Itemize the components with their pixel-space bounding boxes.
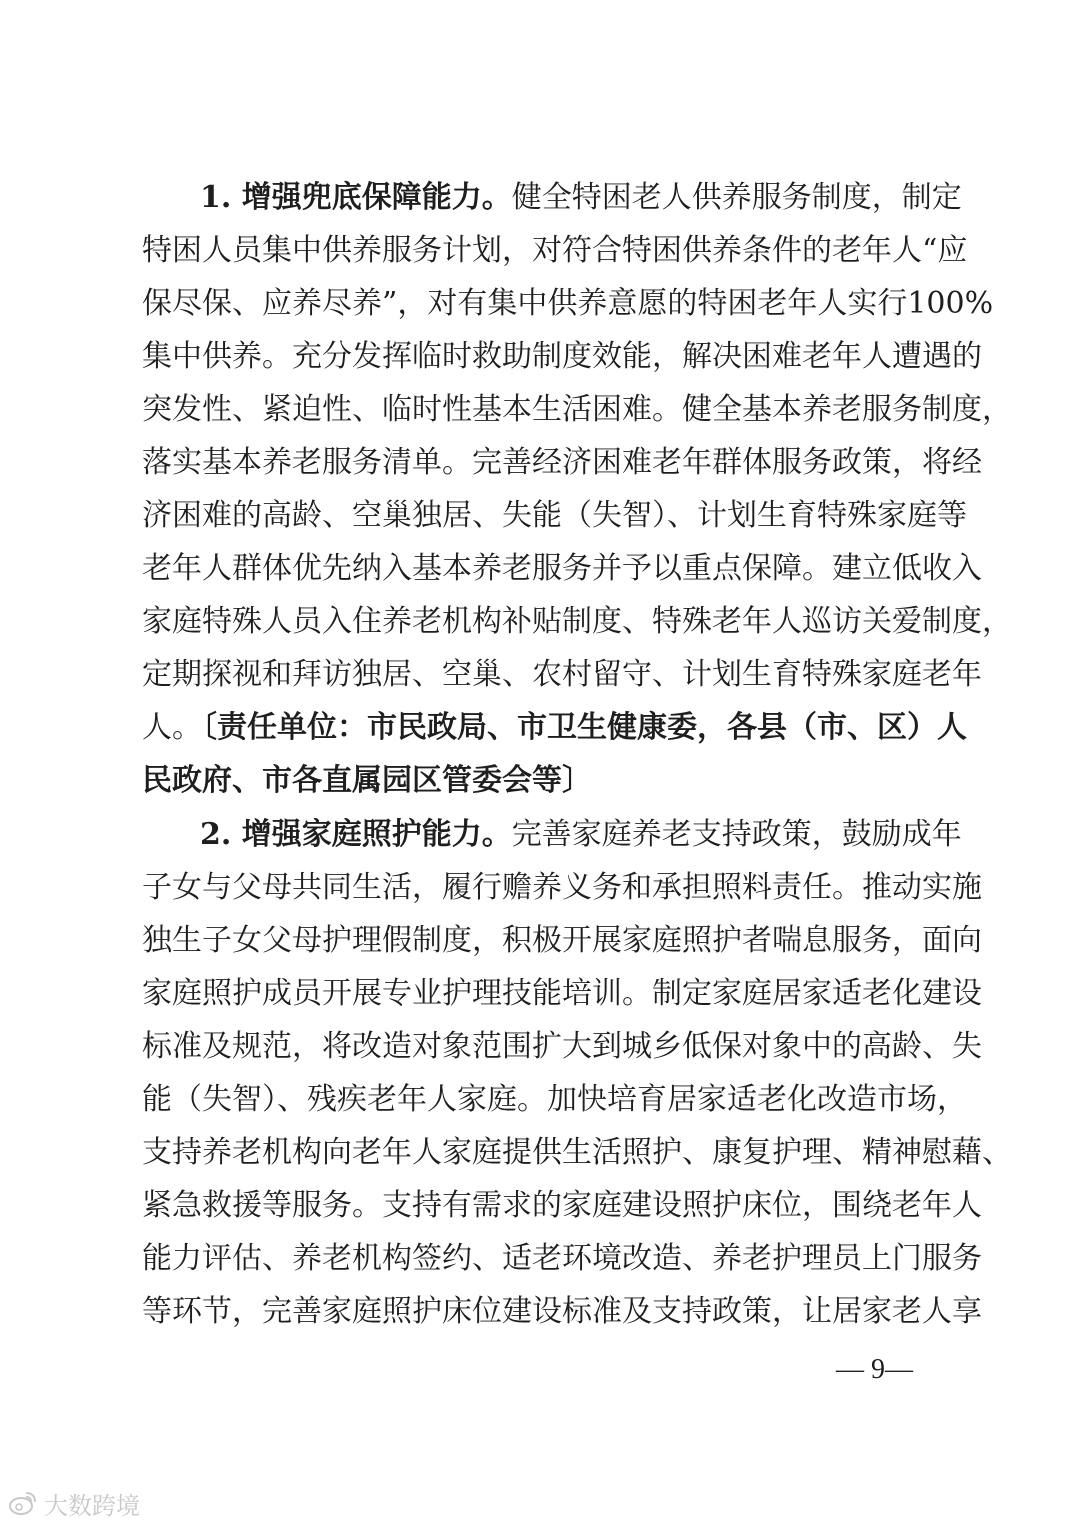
line-text: 完善家庭养老支持政策，鼓励成年 xyxy=(511,817,962,852)
text-line: 子女与父母共同生活，履行赡养义务和承担照料责任。推动实施 xyxy=(142,870,982,905)
text-line: 家庭照护成员开展专业护理技能培训。制定家庭居家适老化建设 xyxy=(142,976,982,1011)
text-line xyxy=(142,708,967,748)
watermark xyxy=(8,1486,140,1520)
text-line: 落实基本养老服务清单。完善经济困难老年群体服务政策，将经 xyxy=(142,445,982,480)
text-line: 支持养老机构向老年人家庭提供生活照护、康复护理、精神慰藉、 xyxy=(142,1135,1012,1170)
text-line: 家庭特殊人员入住养老机构补贴制度、特殊老年人巡访关爱制度， xyxy=(142,604,1012,639)
text-line: 能（失智）、残疾老年人家庭。加快培育居家适老化改造市场， xyxy=(142,1082,967,1117)
text-line: 保尽保、应养尽养”，对有集中供养意愿的特困老年人实行100% xyxy=(142,286,994,321)
section-heading: 2. 增强家庭照护能力。 xyxy=(200,817,512,852)
text-line: 特困人员集中供养服务计划，对符合特困供养条件的老年人“应 xyxy=(142,233,968,268)
line-text: 人。 xyxy=(142,710,202,745)
text-line xyxy=(142,761,942,801)
responsible-units: 〔责任单位：市民政局、市卫生健康委，各县（市、区）人 xyxy=(202,710,967,745)
text-line: 老年人群体优先纳入基本养老服务并予以重点保障。建立低收入 xyxy=(142,551,982,586)
text-line: 突发性、紧迫性、临时性基本生活困难。健全基本养老服务制度， xyxy=(142,392,1012,427)
watermark-text: 大数跨境 xyxy=(44,1491,140,1520)
text-line: 紧急救援等服务。支持有需求的家庭建设照护床位，围绕老年人 xyxy=(142,1188,982,1223)
text-line: 独生子女父母护理假制度，积极开展家庭照护者喘息服务，面向 xyxy=(142,923,982,958)
text-line: 定期探视和拜访独居、空巢、农村留守、计划生育特殊家庭老年 xyxy=(142,657,982,692)
responsible-units: 民政府、市各直属园区管委会等〕 xyxy=(142,763,592,798)
text-line: 标准及规范，将改造对象范围扩大到城乡低保对象中的高龄、失 xyxy=(142,1029,982,1064)
text-line xyxy=(200,178,962,218)
line-text: 健全特困老人供养服务制度，制定 xyxy=(511,180,962,215)
text-line: 等环节，完善家庭照护床位建设标准及支持政策，让居家老人享 xyxy=(142,1294,982,1329)
text-line: 济困难的高龄、空巢独居、失能（失智）、计划生育特殊家庭等 xyxy=(142,498,967,533)
weibo-icon xyxy=(8,1490,38,1516)
text-line xyxy=(200,815,962,855)
section-heading: 1. 增强兜底保障能力。 xyxy=(200,180,512,215)
text-line: 集中供养。充分发挥临时救助制度效能，解决困难老年人遭遇的 xyxy=(142,339,982,374)
text-line: 能力评估、养老机构签约、适老环境改造、养老护理员上门服务 xyxy=(142,1241,982,1276)
page-number: — 9— xyxy=(836,1354,913,1385)
